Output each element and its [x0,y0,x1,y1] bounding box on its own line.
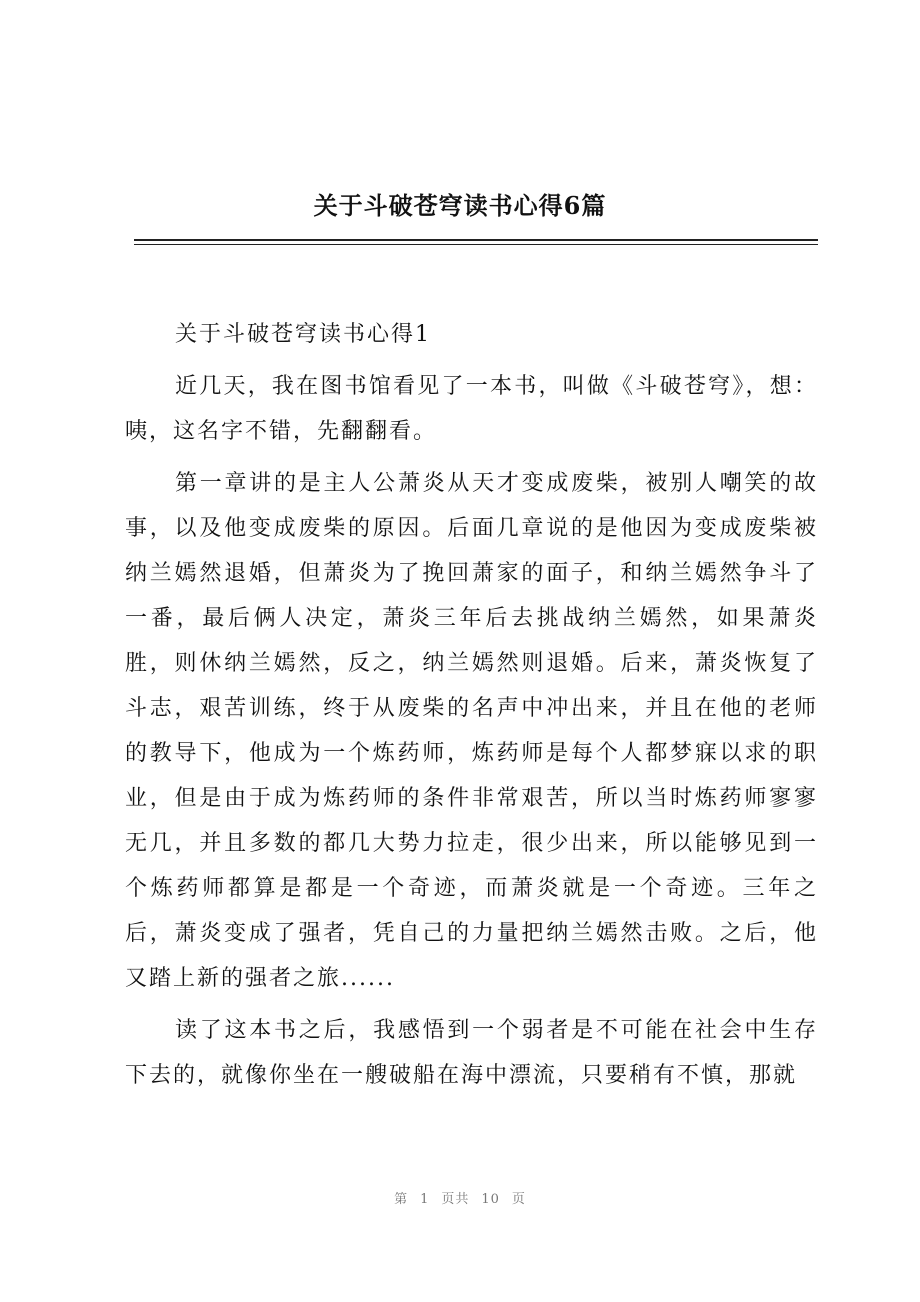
paragraph: 近几天，我在图书馆看见了一本书，叫做《斗破苍穹》，想：咦，这名字不错，先翻翻看。 [125,374,818,444]
footer-page-label: 第 [394,1192,409,1207]
footer-total-pages: 10 [481,1192,500,1207]
footer-page-suffix: 页共 [441,1192,470,1207]
document-body [125,312,818,1105]
paragraph: 第一章讲的是主人公萧炎从天才变成废柴，被别人嘲笑的故事，以及他变成废柴的原因。后面几章说的是他因为变成废柴被纳兰嫣然退婚，但萧炎为了挽回萧家的面子，和纳兰嫣然争斗了一番，最后俩人决定，萧炎三年后去挑战纳兰嫣然，如果萧炎胜，则休纳兰嫣然，反之，纳兰嫣然则退婚。后来，萧炎恢复了斗志，艰苦训练，终于从废柴的名声中冲出来，并且在他的老师的教导下，他成为一个炼药师，炼药师是每个人都梦寐以求的职业，但是由于成为炼药师的条件非常艰苦，所以当时炼药师寥寥无几，并且多数的都几大势力拉走，很少出来，所以能够见到一个炼药师都算是都是一个奇迹，而萧炎就是一个奇迹。三年之后，萧炎变成了强者，凭自己的力量把纳兰嫣然击败。之后，他又踏上新的强者之旅...... [125,471,818,991]
footer-current-page: 1 [420,1192,430,1207]
paragraph: 读了这本书之后，我感悟到一个弱者是不可能在社会中生存下去的，就像你坐在一艘破船在海中漂流，只要稍有不慎，那就 [125,1018,818,1088]
section-heading: 关于斗破苍穹读书心得1 [175,322,431,347]
document-title: 关于斗破苍穹读书心得6篇 [313,191,607,220]
title-divider [134,239,818,245]
footer-total-suffix: 页 [511,1192,526,1207]
page-footer [0,1188,920,1207]
